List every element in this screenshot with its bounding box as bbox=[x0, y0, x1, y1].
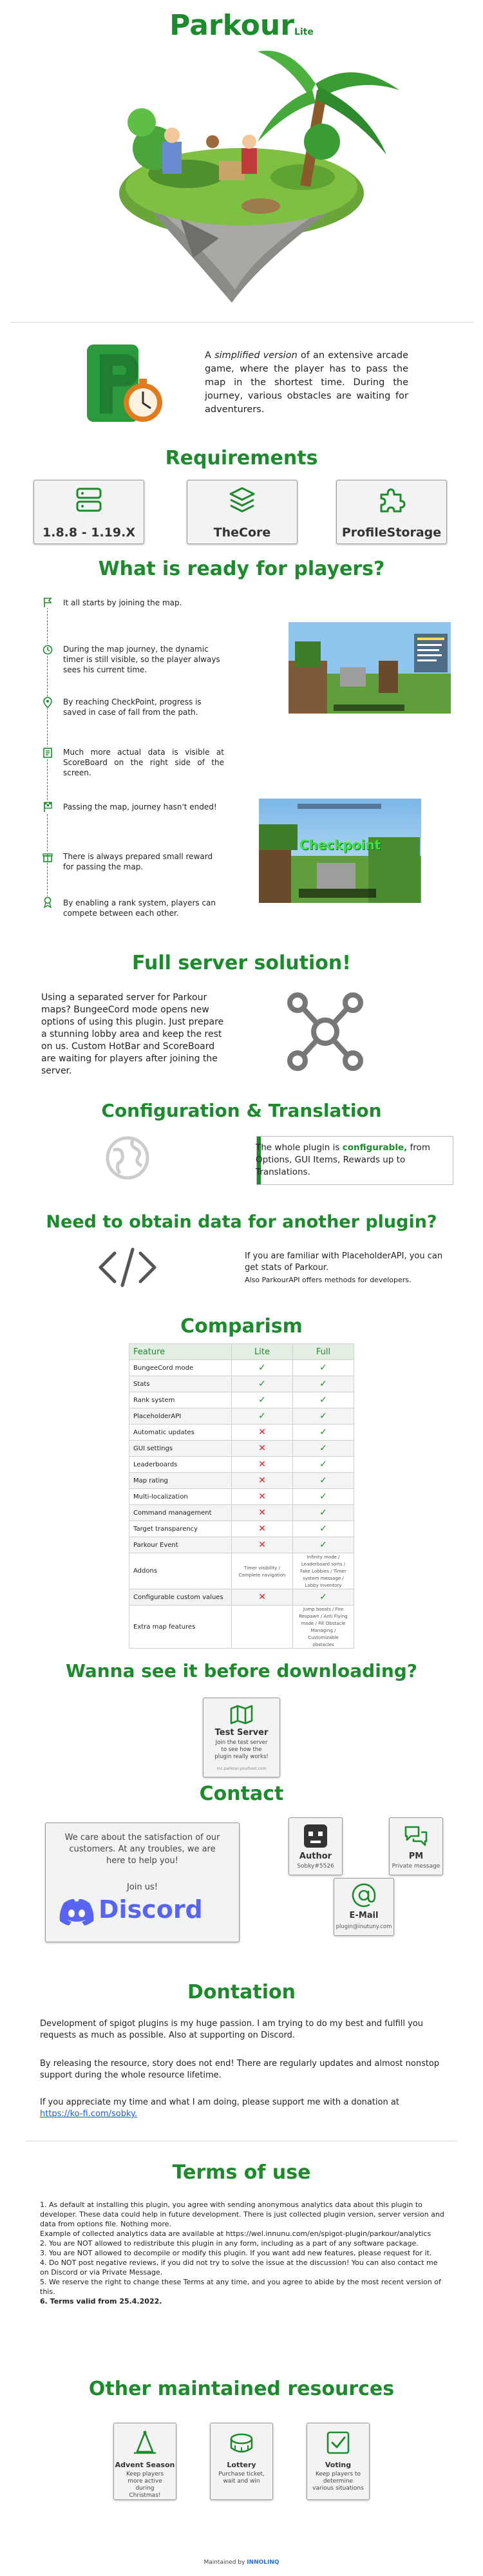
intro-text-emph: simplified version bbox=[214, 350, 298, 361]
check-icon: ✓ bbox=[232, 1392, 293, 1408]
email-address: plugin@inutuny.com bbox=[336, 1924, 392, 1930]
map-icon bbox=[229, 1703, 254, 1725]
server-heading: Full server solution! bbox=[132, 952, 351, 974]
advent-icon bbox=[132, 2430, 158, 2457]
feature-cell: Multi-localization bbox=[129, 1489, 232, 1505]
resource-title: Advent Season bbox=[115, 2461, 175, 2469]
author-title: Author bbox=[299, 1852, 332, 1861]
comparison-table bbox=[129, 1343, 354, 1649]
donation-heading: Dontation bbox=[187, 1981, 296, 2003]
requirement-card[interactable] bbox=[336, 480, 447, 544]
check-icon: ✓ bbox=[293, 1489, 354, 1505]
feature-text: By reaching CheckPoint, progress is saved in case of fall from the path. bbox=[63, 697, 202, 717]
column-header: Feature bbox=[129, 1344, 232, 1360]
table-row bbox=[129, 1408, 354, 1425]
check-icon: ✓ bbox=[232, 1376, 293, 1392]
requirements-heading: Requirements bbox=[165, 447, 318, 469]
donation-p3-text: If you appreciate my time and what I am doing, please support me with a donation at bbox=[40, 2098, 399, 2107]
table-row bbox=[129, 1457, 354, 1473]
finish-flag-icon bbox=[43, 801, 53, 813]
requirement-label: ProfileStorage bbox=[341, 526, 442, 540]
feature-cell: PlaceholderAPI bbox=[129, 1408, 232, 1425]
footer-brand[interactable]: INNOLINQ bbox=[247, 2559, 279, 2566]
feature-cell: Map rating bbox=[129, 1473, 232, 1489]
comparison-body bbox=[129, 1360, 354, 1649]
data-line-2: Also ParkourAPI offers methods for developers. bbox=[245, 1276, 412, 1284]
feature-cell: BungeeCord mode bbox=[129, 1360, 232, 1376]
table-row bbox=[129, 1360, 354, 1376]
intro-text bbox=[205, 349, 408, 417]
section-divider bbox=[10, 322, 473, 323]
intro-text-before: A bbox=[205, 350, 211, 361]
terms-heading: Terms of use bbox=[172, 2161, 311, 2184]
table-row bbox=[129, 1473, 354, 1489]
test-server-card[interactable] bbox=[203, 1698, 280, 1777]
terms-item: 6. Terms valid from 25.4.2022. bbox=[40, 2297, 162, 2306]
check-icon: ✓ bbox=[293, 1441, 354, 1457]
table-header-row bbox=[129, 1344, 354, 1360]
cross-icon: ✕ bbox=[232, 1521, 293, 1537]
title-text: Parkour bbox=[169, 9, 294, 42]
resource-card[interactable] bbox=[210, 2423, 273, 2500]
terms-item: 2. You are NOT allowed to redistribute this plugin in any form, including as a part of any software package. bbox=[40, 2239, 419, 2248]
cross-icon: ✕ bbox=[232, 1457, 293, 1473]
terms-item: 4. Do NOT post negative reviews, if you did not try to solve the issue at the discussion! You can also contact me on Discord or via Private Message. bbox=[40, 2259, 438, 2277]
feature-text: Much more actual data is visible at ScoreBoard on the right side of the screen. bbox=[63, 748, 224, 777]
resource-desc: Keep players more active during Christmas! bbox=[126, 2471, 164, 2499]
test-server-text: Join the test server to see how the plugin really works! bbox=[214, 1739, 269, 1760]
server-icon bbox=[75, 487, 103, 513]
voting-icon bbox=[325, 2430, 351, 2457]
table-row bbox=[129, 1489, 354, 1505]
requirement-label: 1.8.8 - 1.19.X bbox=[43, 526, 135, 540]
resource-title: Lottery bbox=[227, 2461, 256, 2469]
kofi-link[interactable]: https://ko-fi.com/sobky. bbox=[40, 2109, 138, 2119]
clock-icon bbox=[43, 644, 53, 656]
feature-text: By enabling a rank system, players can compete between each other. bbox=[63, 898, 216, 918]
feature-cell: GUI settings bbox=[129, 1441, 232, 1457]
check-icon: ✓ bbox=[293, 1457, 354, 1473]
code-icon bbox=[95, 1244, 160, 1291]
feature-cell: Stats bbox=[129, 1376, 232, 1392]
checkpoint-title: Checkpoint bbox=[299, 837, 381, 853]
feature-text: It all starts by joining the map. bbox=[63, 598, 182, 607]
feature-text: Passing the map, journey hasn't ended! bbox=[63, 802, 217, 811]
resources-heading: Other maintained resources bbox=[88, 2378, 395, 2400]
check-icon: ✓ bbox=[293, 1408, 354, 1425]
discord-card[interactable] bbox=[45, 1823, 240, 1942]
pin-icon bbox=[43, 697, 53, 708]
check-icon: ✓ bbox=[232, 1408, 293, 1425]
check-icon: ✓ bbox=[232, 1360, 293, 1376]
rank-icon bbox=[43, 896, 53, 908]
scoreboard-icon bbox=[43, 747, 53, 759]
resource-title: Voting bbox=[325, 2461, 352, 2469]
config-heading: Configuration & Translation bbox=[101, 1100, 382, 1121]
terms-item: 1. As default at installing this plugin, you agree with sending anonymous analytics data about this plugin to developer. These data could help in future development. There is just collected plugin version, server version and data from options file. Nothing more. bbox=[40, 2201, 444, 2228]
cell-note: Timer visibility / Complete navigation bbox=[238, 1565, 286, 1578]
contact-heading: Contact bbox=[199, 1783, 284, 1805]
comparison-heading: Comparism bbox=[180, 1315, 303, 1338]
flag-icon bbox=[43, 596, 53, 608]
author-handle: Sobky#5526 bbox=[297, 1863, 334, 1870]
feature-text: During the map journey, the dynamic timer is still visible, so the player always sees his current time. bbox=[63, 645, 220, 674]
table-row bbox=[129, 1521, 354, 1537]
hero-island-illustration bbox=[97, 45, 406, 309]
chat-icon bbox=[403, 1823, 429, 1849]
check-icon: ✓ bbox=[293, 1425, 354, 1441]
data-line-1: If you are familiar with PlaceholderAPI, you can get stats of Parkour. bbox=[245, 1251, 443, 1273]
network-icon bbox=[283, 989, 367, 1072]
players-heading: What is ready for players? bbox=[98, 558, 385, 580]
check-icon: ✓ bbox=[293, 1589, 354, 1605]
feature-cell: Command management bbox=[129, 1505, 232, 1521]
author-avatar bbox=[303, 1823, 328, 1849]
lite-note bbox=[232, 1553, 293, 1589]
lite-note bbox=[232, 1605, 293, 1649]
resource-desc: Purchase ticket, wait and win bbox=[218, 2471, 265, 2485]
table-row bbox=[129, 1392, 354, 1408]
email-title: E-Mail bbox=[349, 1911, 379, 1920]
table-row bbox=[129, 1425, 354, 1441]
cross-icon: ✕ bbox=[232, 1441, 293, 1457]
gameplay-screenshot-scoreboard bbox=[289, 622, 451, 714]
column-header: Lite bbox=[232, 1344, 293, 1360]
parkour-logo-icon bbox=[84, 341, 167, 428]
feature-cell: Addons bbox=[129, 1553, 232, 1589]
email-card[interactable] bbox=[334, 1878, 394, 1936]
pm-title: PM bbox=[408, 1852, 424, 1861]
check-icon: ✓ bbox=[293, 1376, 354, 1392]
table-row bbox=[129, 1537, 354, 1553]
feature-cell: Target transparency bbox=[129, 1521, 232, 1537]
terms-item: Example of collected analytics data are available at https://wel.innunu.com/en/spigot-plugin/parkour/analytics bbox=[40, 2230, 431, 2238]
config-text-before: The whole plugin is bbox=[256, 1142, 340, 1153]
check-icon: ✓ bbox=[293, 1505, 354, 1521]
requirement-card[interactable] bbox=[187, 480, 298, 544]
terms-item: 5. We reserve the right to change these Terms at any time, and you agree to abide by the most recent version of this. bbox=[40, 2278, 441, 2296]
testserver-heading: Wanna see it before downloading? bbox=[65, 1660, 418, 1681]
globe-icon bbox=[104, 1135, 151, 1181]
check-icon: ✓ bbox=[293, 1473, 354, 1489]
requirement-label: TheCore bbox=[213, 526, 271, 540]
feature-cell: Parkour Event bbox=[129, 1537, 232, 1553]
lottery-icon bbox=[229, 2430, 254, 2457]
terms-list bbox=[40, 2200, 444, 2306]
requirement-card[interactable] bbox=[33, 480, 144, 544]
donation-p1: Development of spigot plugins is my huge passion. I am trying to do my best and fulfill you requests as much as possible. Also at supporting on Discord. bbox=[40, 2019, 424, 2040]
at-icon bbox=[351, 1882, 377, 1908]
donation-p2: By releasing the resource, story does not end! There are regularly updates and almost nonstop support during the whole resource lifetime. bbox=[40, 2059, 440, 2080]
cross-icon: ✕ bbox=[232, 1505, 293, 1521]
resource-card[interactable] bbox=[307, 2423, 370, 2500]
resource-card[interactable] bbox=[113, 2423, 176, 2500]
gameplay-screenshot-checkpoint bbox=[259, 799, 421, 903]
pm-sub: Private message bbox=[392, 1863, 440, 1870]
cell-note: Jump boosts / Fire Respawn / Anti Flying mode / Fill Obstacle Managing / Customizable obstacles bbox=[299, 1607, 348, 1647]
full-note bbox=[293, 1553, 354, 1589]
resource-desc: Keep players to determine various situations bbox=[312, 2471, 364, 2492]
terms-item: 3. You are NOT allowed to decompile or modify this plugin. If you want add new features, please request for it. bbox=[40, 2249, 432, 2257]
check-icon: ✓ bbox=[293, 1392, 354, 1408]
table-row bbox=[129, 1589, 354, 1605]
page-title bbox=[0, 9, 483, 42]
author-card[interactable] bbox=[289, 1817, 343, 1875]
title-suffix: Lite bbox=[294, 27, 314, 37]
config-text bbox=[256, 1142, 442, 1179]
footer-prefix: Maintained by bbox=[204, 2559, 245, 2566]
intro-text-after: of an extensive arcade game, where the player has to pass the map in the shortest time. During the journey, various obstacles are waiting for adventurers. bbox=[205, 350, 408, 415]
gift-icon bbox=[43, 851, 53, 863]
pm-card[interactable] bbox=[389, 1817, 443, 1875]
cross-icon: ✕ bbox=[232, 1473, 293, 1489]
cross-icon: ✕ bbox=[232, 1589, 293, 1605]
table-row bbox=[129, 1605, 354, 1649]
feature-cell: Extra map features bbox=[129, 1605, 232, 1649]
table-row bbox=[129, 1441, 354, 1457]
check-icon: ✓ bbox=[293, 1521, 354, 1537]
contact-text: We care about the satisfaction of our customers. At any troubles, we are here to help you! bbox=[64, 1833, 220, 1866]
cross-icon: ✕ bbox=[232, 1489, 293, 1505]
feature-text: There is always prepared small reward for passing the map. bbox=[63, 852, 213, 871]
test-server-title: Test Server bbox=[214, 1728, 269, 1738]
feature-cell: Configurable custom values bbox=[129, 1589, 232, 1605]
test-server-address: mc.parkour.yourhost.com bbox=[216, 1766, 267, 1771]
discord-wordmark: Discord bbox=[99, 1895, 203, 1924]
config-text-after: from Options, GUI Items, Rewards up to Translations. bbox=[256, 1142, 430, 1177]
full-note bbox=[293, 1605, 354, 1649]
cross-icon: ✕ bbox=[232, 1425, 293, 1441]
discord-logo-icon bbox=[59, 1897, 95, 1926]
server-text: Using a separated server for Parkour maps? BungeeCord mode opens new options of using this plugin. Just prepare a stunning lobby area and keep the rest on us. Custom HotBar and ScoreBoard are waiting for players after joining the server. bbox=[41, 992, 224, 1076]
feature-cell: Rank system bbox=[129, 1392, 232, 1408]
feature-cell: Leaderboards bbox=[129, 1457, 232, 1473]
join-label: Join us! bbox=[127, 1882, 158, 1892]
data-heading: Need to obtain data for another plugin? bbox=[46, 1212, 437, 1232]
donation-p3 bbox=[40, 2097, 443, 2120]
layers-icon bbox=[228, 486, 256, 514]
cell-note: Infinity mode / Leaderboard sorts / Fake Lobbies / Timer system message / Lobby Inventory bbox=[300, 1555, 346, 1588]
check-icon: ✓ bbox=[293, 1360, 354, 1376]
config-box bbox=[256, 1136, 453, 1185]
footer bbox=[0, 2559, 483, 2566]
puzzle-icon bbox=[377, 486, 406, 514]
table-row bbox=[129, 1376, 354, 1392]
config-text-highlight: configurable, bbox=[342, 1142, 408, 1153]
data-text bbox=[245, 1251, 444, 1285]
check-icon: ✓ bbox=[293, 1537, 354, 1553]
feature-cell: Automatic updates bbox=[129, 1425, 232, 1441]
table-row bbox=[129, 1505, 354, 1521]
table-row bbox=[129, 1553, 354, 1589]
column-header: Full bbox=[293, 1344, 354, 1360]
cross-icon: ✕ bbox=[232, 1537, 293, 1553]
